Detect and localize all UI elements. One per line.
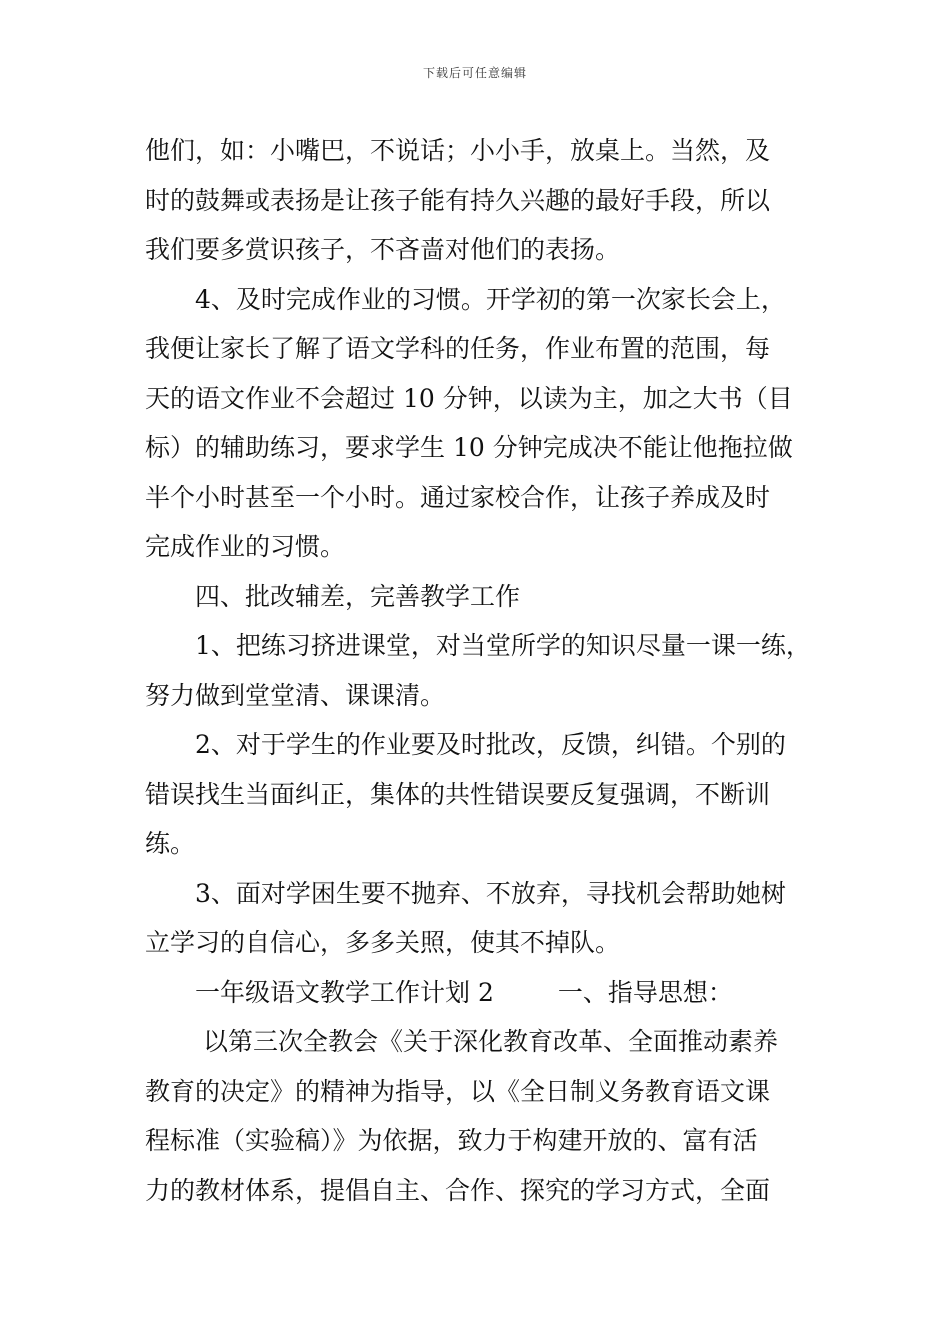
text-line: 程标准（实验稿）》为依据，致力于构建开放的、富有活	[145, 1126, 758, 1155]
text-line: 时的鼓舞或表扬是让孩子能有持久兴趣的最好手段，所以	[145, 185, 771, 215]
document-body	[145, 126, 825, 1215]
paragraph-guiding-thought	[145, 1017, 825, 1215]
text-line: 1、把练习挤进课堂，对当堂所学的知识尽量一课一练，	[195, 631, 811, 660]
text-line: 天的语文作业不会超过 10 分钟，以读为主，加之大书（目	[145, 383, 793, 413]
plan-title-line	[145, 968, 825, 1018]
text-line: 我们要多赏识孩子，不吝啬对他们的表扬。	[145, 235, 621, 264]
text-line: 努力做到堂堂清、课课清。	[145, 680, 446, 710]
text-line: 半个小时甚至一个小时。通过家校合作，让孩子养成及时	[145, 482, 771, 512]
text-line: 错误找生当面纠正，集体的共性错误要反复强调，不断训	[145, 779, 771, 809]
text-line	[145, 968, 825, 1018]
text-line: 力的教材体系，提倡自主、合作、探究的学习方式，全面	[145, 1175, 771, 1205]
text-line: 3、面对学困生要不抛弃、不放弃，寻找机会帮助她树	[195, 878, 786, 908]
text-line: 我便让家长了解了语文学科的任务，作业布置的范围，每	[145, 334, 771, 363]
plan-title: 一年级语文教学工作计划 2	[195, 977, 494, 1007]
page-header-note: 下载后可任意编辑	[422, 66, 527, 80]
paragraph-timely-correction	[145, 720, 825, 869]
text-line: 立学习的自信心，多多关照，使其不掉队。	[145, 928, 621, 957]
text-line: 标）的辅助练习，要求学生 10 分钟完成决不能让他拖拉做	[145, 433, 793, 462]
text-line: 练。	[145, 829, 196, 858]
section-heading-correction	[145, 572, 825, 622]
text-line: 2、对于学生的作业要及时批改，反馈，纠错。个别的	[195, 730, 786, 759]
text-line: 他们，如：小嘴巴，不说话；小小手，放桌上。当然，及	[145, 136, 771, 165]
paragraph-practice-in-class	[145, 621, 825, 720]
paragraph-homework-habit	[145, 275, 825, 572]
text-line: 以第三次全教会《关于深化教育改革、全面推动素养	[203, 1027, 779, 1056]
text-line: 四、批改辅差，完善教学工作	[195, 581, 521, 611]
text-line: 4、及时完成作业的习惯。开学初的第一次家长会上，	[195, 284, 786, 314]
text-line: 完成作业的习惯。	[145, 532, 346, 561]
paragraph-struggling-students	[145, 869, 825, 968]
plan-subtitle: 一、指导思想：	[557, 977, 733, 1007]
paragraph-habit-praise	[145, 126, 825, 275]
text-line: 教育的决定》的精神为指导，以《全日制义务教育语文课	[145, 1076, 771, 1106]
